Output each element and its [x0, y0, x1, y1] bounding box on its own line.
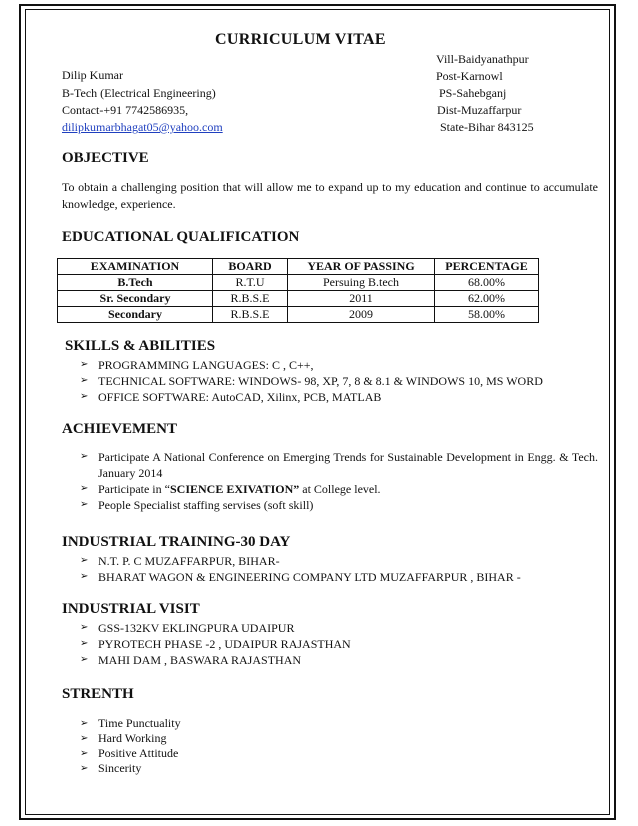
visit-list	[80, 620, 351, 668]
table-cell: Sr. Secondary	[58, 291, 213, 307]
list-item: ➢ BHARAT WAGON & ENGINEERING COMPANY LTD MUZAFFARPUR , BIHAR -	[80, 570, 521, 584]
table-cell: R.T.U	[213, 275, 288, 291]
list-item: ➢ PYROTECH PHASE -2 , UDAIPUR RAJASTHAN	[80, 637, 351, 651]
column-header: BOARD	[213, 259, 288, 275]
list-item: ➢ GSS-132KV EKLINGPURA UDAIPUR	[80, 621, 295, 635]
table-cell: 62.00%	[435, 291, 539, 307]
list-item: ➢ OFFICE SOFTWARE: AutoCAD, Xilinx, PCB, MATLAB	[80, 390, 382, 404]
skills-list	[80, 357, 543, 405]
training-heading: INDUSTRIAL TRAINING-30 DAY	[62, 534, 291, 550]
table-cell: R.B.S.E	[213, 307, 288, 323]
table-cell: Secondary	[58, 307, 213, 323]
list-item: ➢ Sincerity	[80, 761, 142, 775]
address-post: Post-Karnowl	[436, 69, 503, 83]
arrow-bullet-icon: ➢	[80, 733, 89, 744]
list-item: ➢ N.T. P. C MUZAFFARPUR, BIHAR-	[80, 554, 280, 568]
arrow-bullet-icon: ➢	[80, 638, 89, 649]
table-cell: 2011	[288, 291, 435, 307]
arrow-bullet-icon: ➢	[80, 718, 89, 729]
strength-heading: STRENTH	[62, 686, 134, 702]
column-header: YEAR OF PASSING	[288, 259, 435, 275]
list-item: ➢ MAHI DAM , BASWARA RAJASTHAN	[80, 653, 302, 667]
arrow-bullet-icon: ➢	[80, 571, 89, 582]
document-title: CURRICULUM VITAE	[215, 31, 386, 48]
achievement-heading: ACHIEVEMENT	[62, 421, 178, 437]
list-item: ➢ PROGRAMMING LANGUAGES: C , C++,	[80, 358, 314, 372]
arrow-bullet-icon: ➢	[80, 359, 89, 370]
list-item: ➢ Hard Working	[80, 731, 167, 745]
column-header: EXAMINATION	[58, 259, 213, 275]
table-row	[58, 275, 539, 291]
table-cell: R.B.S.E	[213, 291, 288, 307]
arrow-bullet-icon: ➢	[80, 763, 89, 774]
education-heading: EDUCATIONAL QUALIFICATION	[62, 229, 300, 245]
list-item: ➢ People Specialist staffing servises (soft skill)	[80, 498, 314, 512]
list-item: ➢ TECHNICAL SOFTWARE: WINDOWS- 98, XP, 7, 8 & 8.1 & WINDOWS 10, MS WORD	[80, 374, 543, 388]
training-list	[80, 553, 521, 585]
achievement-list	[80, 449, 598, 513]
table-row	[58, 291, 539, 307]
table-cell: 2009	[288, 307, 435, 323]
arrow-bullet-icon: ➢	[80, 391, 89, 402]
list-item: ➢ Time Punctuality	[80, 716, 181, 730]
address-district: Dist-Muzaffarpur	[437, 103, 522, 117]
strength-list	[80, 716, 181, 776]
objective-heading: OBJECTIVE	[62, 150, 149, 166]
contact-degree: B-Tech (Electrical Engineering)	[62, 86, 216, 100]
visit-heading: INDUSTRIAL VISIT	[62, 601, 200, 617]
contact-email-link[interactable]: dilipkumarbhagat05@yahoo.com	[62, 120, 223, 134]
list-item: ➢ Participate in “SCIENCE EXIVATION” at College level.	[80, 482, 381, 496]
list-item: ➢ Participate A National Conference on Emerging Trends for Sustainable Development in Engg. & Tech. January 2014	[80, 450, 598, 480]
arrow-bullet-icon: ➢	[80, 375, 89, 386]
address-state: State-Bihar 843125	[440, 120, 534, 134]
education-table	[57, 258, 539, 323]
contact-name: Dilip Kumar	[62, 68, 123, 82]
table-cell: 68.00%	[435, 275, 539, 291]
contact-phone: Contact-+91 7742586935,	[62, 103, 189, 117]
address-village: Vill-Baidyanathpur	[436, 52, 529, 66]
objective-text: To obtain a challenging position that will allow me to expand up to my education and continue to accumulate knowledge, experience.	[62, 180, 598, 211]
column-header: PERCENTAGE	[435, 259, 539, 275]
arrow-bullet-icon: ➢	[80, 748, 89, 759]
skills-heading: SKILLS & ABILITIES	[65, 338, 216, 354]
list-item: ➢ Positive Attitude	[80, 746, 179, 760]
table-cell: B.Tech	[58, 275, 213, 291]
arrow-bullet-icon: ➢	[80, 555, 89, 566]
address-ps: PS-Sahebganj	[439, 86, 507, 100]
arrow-bullet-icon: ➢	[80, 622, 89, 633]
table-row	[58, 307, 539, 323]
arrow-bullet-icon: ➢	[80, 451, 89, 462]
arrow-bullet-icon: ➢	[80, 499, 89, 510]
table-cell: 58.00%	[435, 307, 539, 323]
arrow-bullet-icon: ➢	[80, 483, 89, 494]
table-header-row	[58, 259, 539, 275]
table-cell: Persuing B.tech	[288, 275, 435, 291]
arrow-bullet-icon: ➢	[80, 654, 89, 665]
